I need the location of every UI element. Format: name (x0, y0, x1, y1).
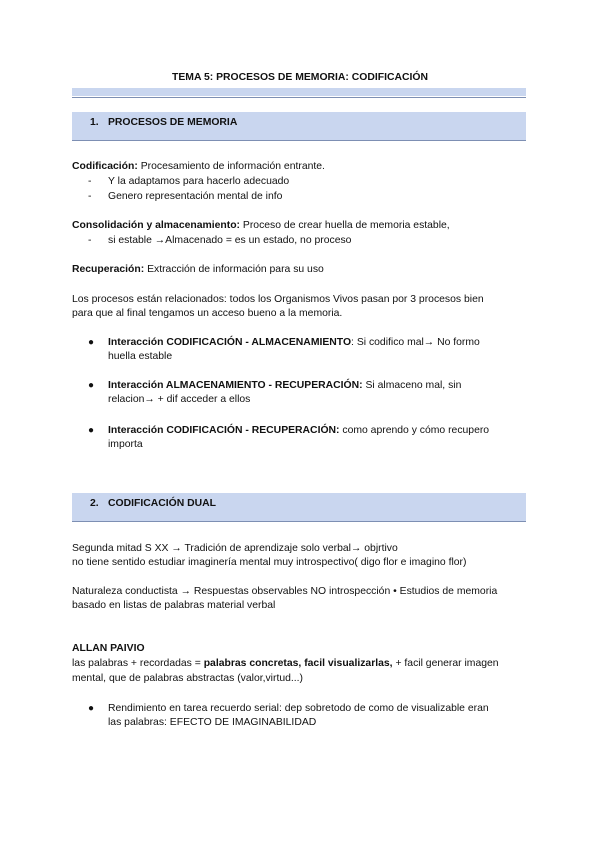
codificacion-item: Genero representación mental de info (108, 191, 283, 202)
dual-p2-line: basado en listas de palabras material verbal (72, 600, 276, 611)
consolidacion-item: si estable →Almacenado = es un estado, no proceso (108, 235, 352, 246)
codificacion-item: Y la adaptamos para hacerlo adecuado (108, 176, 290, 187)
bullet-icon: ● (88, 703, 95, 714)
page-title: TEMA 5: PROCESOS DE MEMORIA: CODIFICACIÓN (172, 72, 428, 83)
dash-marker: - (88, 191, 92, 202)
dash-marker: - (88, 176, 92, 187)
title-rule (72, 97, 526, 98)
section2-rule (72, 521, 526, 522)
interaccion-line2: relacion→ + dif acceder a ellos (108, 394, 251, 405)
section1-band-lower (72, 132, 526, 140)
interaccion-bold: Interacción CODIFICACIÓN - RECUPERACIÓN: (108, 425, 340, 436)
interaccion-line (108, 336, 480, 350)
recuperacion-label: Recuperación: (72, 264, 145, 275)
consolidacion-text: Proceso de crear huella de memoria estable, (240, 220, 450, 231)
section2-band-lower (72, 513, 526, 521)
interaccion-text: : Si codifico mal→ No formo (351, 337, 480, 348)
bullet-icon: ● (88, 380, 95, 391)
paivio-heading: ALLAN PAIVIO (72, 643, 145, 654)
dual-p1-line: Segunda mitad S XX → Tradición de aprendizaje solo verbal→ objrtivo (72, 543, 398, 554)
interaccion-line2: importa (108, 439, 143, 450)
paivio-bold: palabras concretas, facil visualizarlas, (203, 658, 393, 669)
dual-p2-line: Naturaleza conductista → Respuestas observables NO introspección • Estudios de memoria (72, 586, 498, 597)
section1-rule (72, 140, 526, 141)
paivio-text: las palabras + recordadas = (72, 658, 204, 669)
rendimiento-line: Rendimiento en tarea recuerdo serial: dep sobretodo de como de visualizable eran (108, 703, 489, 714)
paivio-line2: mental, que de palabras abstractas (valor,virtud...) (72, 673, 304, 684)
section1-number: 1. (90, 117, 99, 128)
rendimiento-line: las palabras: EFECTO DE IMAGINABILIDAD (108, 717, 317, 728)
interaccion-bold: Interacción CODIFICACIÓN - ALMACENAMIENTO (108, 337, 352, 348)
dual-p1-line: no tiene sentido estudiar imaginería mental muy introspectivo( digo flor e imagino flor) (72, 557, 467, 568)
dash-marker: - (88, 235, 92, 246)
interaccion-line (108, 424, 489, 438)
paivio-line1 (72, 657, 499, 671)
procesos-text-line: para que al final tengamos un acceso bueno a la memoria. (72, 308, 343, 319)
codificacion-text: Procesamiento de información entrante. (137, 161, 325, 172)
section1-heading: PROCESOS DE MEMORIA (108, 117, 238, 128)
bullet-icon: ● (88, 337, 95, 348)
consolidacion-label: Consolidación y almacenamiento: (72, 220, 241, 231)
paivio-text: + facil generar imagen (392, 658, 499, 669)
interaccion-line (108, 379, 461, 393)
section2-heading: CODIFICACIÓN DUAL (108, 498, 216, 509)
interaccion-bold: Interacción ALMACENAMIENTO - RECUPERACIÓN: (108, 380, 363, 391)
codificacion-label: Codificación: (72, 161, 138, 172)
consolidacion-line (72, 219, 450, 233)
interaccion-line2: huella estable (108, 351, 173, 362)
interaccion-text: como aprendo y cómo recupero (339, 425, 490, 436)
title-band (72, 88, 526, 96)
recuperacion-text: Extracción de información para su uso (144, 264, 324, 275)
recuperacion-line (72, 263, 324, 277)
procesos-text-line: Los procesos están relacionados: todos los Organismos Vivos pasan por 3 procesos bien (72, 294, 484, 305)
bullet-icon: ● (88, 425, 95, 436)
interaccion-text: Si almaceno mal, sin (362, 380, 462, 391)
section2-number: 2. (90, 498, 99, 509)
codificacion-line (72, 160, 325, 174)
